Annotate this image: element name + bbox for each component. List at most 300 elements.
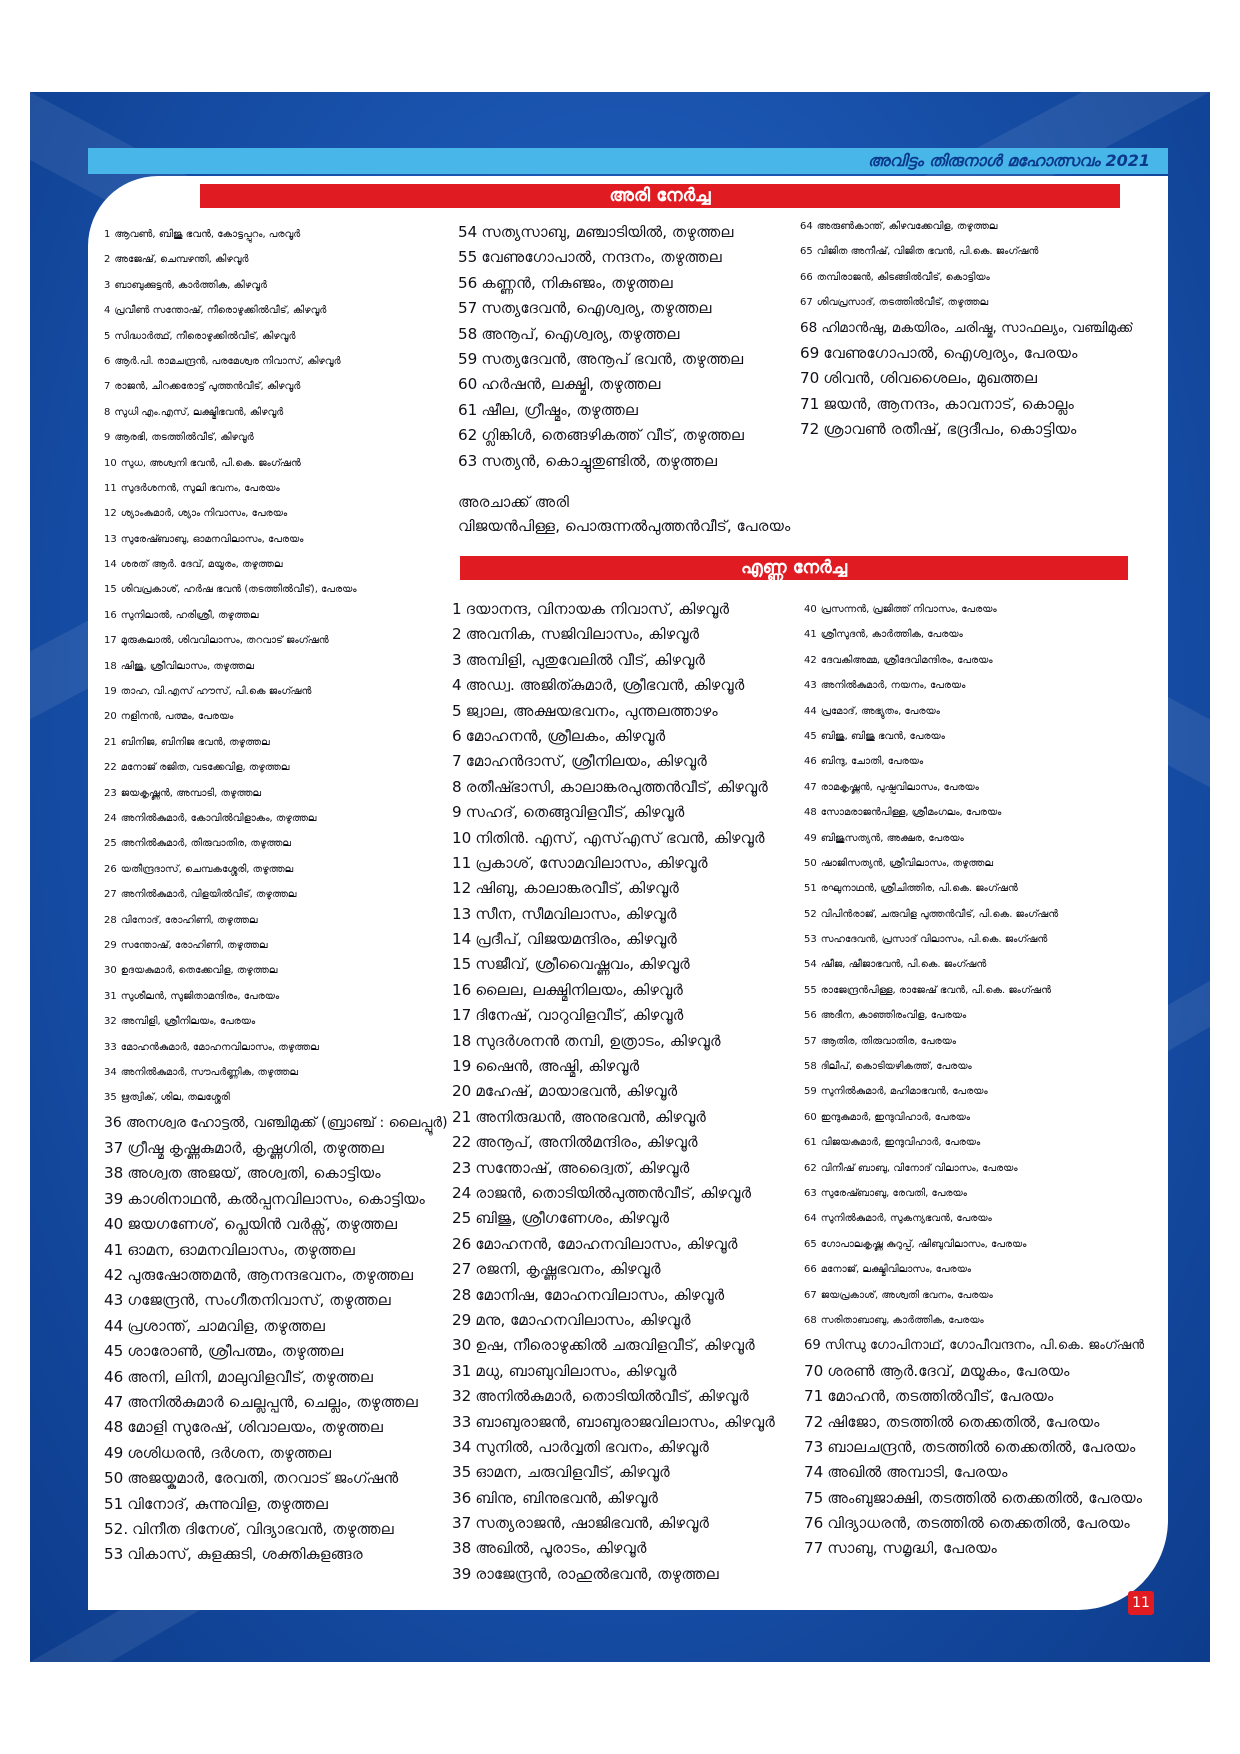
list-item [804,1029,1144,1054]
list-item [104,298,448,323]
list-item [104,400,448,425]
list-item-text: വിദ്യാധരൻ, തടത്തിൽ തെക്കതിൽ, പേരയം [827,1514,1130,1533]
list-item-text: സത്യദേവൻ, അനൂപ് ഭവൻ, തഴുത്തല [481,349,744,368]
list-item-text: മുരുകലാൽ, ശിവവിലാസം, തറവാട് ജംഗ്ഷൻ [120,635,329,647]
list-item-number: 43 [804,680,817,692]
list-item-text: അഡ്വ. അജിത്കുമാർ, ശ്രീഭവൻ, കിഴവൂർ [465,676,745,695]
list-item-number: 1 [452,600,462,618]
list-item-number: 67 [800,297,813,309]
list-item-number: 72 [800,420,820,439]
list-item-number: 27 [104,889,117,901]
list-item [104,527,448,552]
list-item-number: 70 [804,1361,824,1380]
list-item [804,952,1144,977]
list-item-text: ബാബുക്കുട്ടൻ, കാർത്തിക, കിഴവൂർ [114,279,268,291]
list-item-number: 22 [104,762,117,774]
list-item [104,958,448,983]
list-item-text: സഹദ്, തെങ്ങുവിളവീട്, കിഴവൂർ [465,803,685,822]
list-item [458,220,744,245]
list-item [452,699,775,724]
list-item [104,654,448,679]
list-item [804,1130,1144,1155]
list-item [104,1441,448,1466]
list-item-text: കാശിനാഥൻ, കൽപ്പനവിലാസം, കൊട്ടിയം [127,1189,425,1208]
list-item-number: 37 [452,1514,472,1533]
list-item [104,222,448,247]
list-item-text: രജനി, കൃഷ്ണഭവനം, കിഴവൂർ [475,1260,661,1279]
list-item [800,417,1133,442]
header-title: അവിട്ടം തിരുനാൾ മഹോത്സവം 2021 [867,151,1150,170]
list-item-number: 14 [452,930,472,949]
list-item [104,755,448,780]
list-item [104,1314,448,1339]
list-item-text: ആവൺ, ബിജു ഭവൻ, കോട്ടപ്പുറം, പരവൂർ [114,229,301,240]
list-item-number: 70 [800,369,820,388]
list-item [458,423,744,448]
list-item [104,324,448,349]
list-item-number: 11 [452,853,472,872]
list-item-text: അനൂപ്, അനിൽമന്ദിരം, കിഴവൂർ [475,1133,698,1152]
list-item-text: മോളി സുരേഷ്, ശിവാലയം, തഴുത്തല [127,1418,383,1437]
list-item [452,648,775,673]
list-item [104,1365,448,1390]
list-item-number: 29 [452,1310,472,1329]
list-item-text: മോനിഷ, മോഹനവിലാസം, കിഴവൂർ [475,1285,725,1304]
list-item-number: 63 [804,1187,817,1199]
list-item-number: 52 [804,908,817,920]
list-item-number: 24 [452,1183,472,1202]
list-item-text: ദേവകിഅമ്മ, ശ്രീദേവിമന്ദിരം, പേരയം [820,654,993,666]
list-item-number: 28 [104,914,117,926]
list-item-number: 58 [804,1061,817,1073]
list-item-number: 33 [104,1041,117,1053]
list-item-number: 36 [452,1488,472,1507]
list-item-number: 29 [104,939,117,951]
list-item-number: 27 [452,1260,472,1279]
list-item [452,1562,775,1587]
list-item-number: 25 [104,838,117,850]
list-item [804,1410,1144,1435]
list-item-number: 50 [804,857,817,869]
list-item [104,933,448,958]
list-item-text: മഹേഷ്, മായാഭവൻ, കിഴവൂർ [475,1082,678,1101]
list-item-text: തമ്പിരാജൻ, കിടങ്ങിൽവീട്, കൊട്ടിയം [816,271,990,283]
list-item-text: അനൂപ്, ഐശ്വര്യ, തഴുത്തല [481,324,680,343]
list-item-number: 31 [452,1361,472,1380]
list-item-text: ഷിബു, കാലാങ്കരവീട്, കിഴവൂർ [475,879,679,898]
list-item-text: പ്രശാന്ത്, ചാമവിള, തഴുത്തല [127,1316,325,1335]
list-item-text: ഓമന, ചരുവിളവീട്, കിഴവൂർ [475,1463,670,1482]
section-heading-ari: അരി നേർച്ച [200,184,1120,208]
list-item-text: ഹർഷൻ, ലക്ഷ്മി, തഴുത്തല [481,375,661,394]
list-item-text: മധു, ബാബുവിലാസം, കിഴവൂർ [475,1361,677,1380]
list-item-text: ശിവൻ, ശിവശൈലം, മുഖത്തല [823,369,1038,388]
misc-title: അരചാക്ക് അരി [458,493,569,511]
list-item [458,245,744,270]
list-item-number: 23 [104,787,117,799]
list-item [452,876,775,901]
list-item [452,1384,775,1409]
list-item-number: 45 [104,1342,124,1361]
list-item-number: 32 [104,1016,117,1028]
list-item-text: ഗോപാലകൃഷ്ണ കുറുപ്പ്, ഷിബുവിലാസം, പേരയം [820,1238,1027,1250]
enna-column-2 [804,597,1144,1562]
list-item-text: ആതിര, തിരുവാതിര, പേരയം [820,1035,957,1047]
list-item-number: 8 [452,777,462,796]
list-item-number: 42 [804,654,817,666]
list-item-text: ഇന്ദുകുമാർ, ഇന്ദുവിഹാർ, പേരയം [820,1111,971,1123]
list-item-text: സജീവ്, ശ്രീവൈഷ്ണവം, കിഴവൂർ [475,955,690,974]
list-item-number: 50 [104,1469,124,1488]
list-item-number: 20 [452,1082,472,1101]
list-item-text: ഗ്ലിങ്കിൾ, തെങ്ങഴികത്ത് വീട്, തഴുത്തല [481,426,744,445]
list-item [804,1511,1144,1536]
list-item-number: 72 [804,1412,824,1431]
list-item-number: 14 [104,559,117,571]
list-item [104,1085,448,1110]
list-item-number: 69 [800,343,820,362]
list-item-text: ബിനിജ, ബിനിജ ഭവൻ, തഴുത്തല [120,736,270,748]
list-item [104,501,448,526]
list-item-text: സിദ്ധാർത്ഥ്, നീരൊഴുക്കിൽവീട്, കിഴവൂർ [114,330,296,342]
list-item-number: 12 [104,508,117,520]
list-item-number: 44 [804,705,817,717]
list-item [452,1308,775,1333]
list-item-number: 12 [452,879,472,898]
list-item-text: പ്രദീപ്, വിജയമന്ദിരം, കിഴവൂർ [475,930,677,949]
list-item-number: 34 [104,1066,117,1078]
list-item [452,826,775,851]
list-item [804,1257,1144,1282]
list-item [104,628,448,653]
list-item-text: മോഹൻദാസ്, ശ്രീനിലയം, കിഴവൂർ [465,752,707,771]
list-item [804,1003,1144,1028]
list-item-text: സുനിൽകുമാർ, സുകന്യഭവൻ, പേരയം [820,1213,992,1225]
list-item [458,398,744,423]
list-item-number: 68 [800,319,818,336]
list-item-text: ദിലീപ്, കൊടിയഴികത്ത്, പേരയം [820,1061,972,1073]
list-item [452,851,775,876]
list-item-text: വിനീത ദിനേശ്, വിദ്യാഭവൻ, തഴുത്തല [132,1519,394,1538]
list-item-number: 54 [804,959,817,971]
list-item-number: 49 [804,832,817,844]
list-item [452,749,775,774]
list-item-text: ബാലചന്ദ്രൻ, തടത്തിൽ തെക്കതിൽ, പേരയം [827,1437,1136,1456]
list-item [452,1460,775,1485]
list-item-number: 31 [104,990,117,1002]
list-item-number: 19 [452,1057,472,1076]
list-item-text: ദയാനന്ദ, വിനായക നിവാസ്, കിഴവൂർ [465,600,730,618]
list-item-number: 13 [104,533,117,545]
list-item-number: 53 [804,934,817,946]
list-item [104,1238,448,1263]
list-item-number: 26 [104,863,117,875]
list-item-number: 40 [104,1215,124,1234]
list-item-text: ലൈല, ലക്ഷ്മിനിലയം, കിഴവൂർ [475,980,683,999]
list-item-text: സോമരാജൻപിള്ള, ശ്രീമംഗലം, പേരയം [820,807,1002,819]
list-item-number: 16 [452,980,472,999]
list-item-number: 4 [104,305,111,317]
list-item-number: 21 [452,1107,472,1126]
list-item-text: പുരുഷോത്തമൻ, ആനന്ദഭവനം, തഴുത്തല [127,1266,414,1285]
list-item-text: ശിവപ്രകാശ്, ഹർഷ ഭവൻ (തടത്തിൽവീട്), പേരയം [120,584,357,596]
list-item [804,775,1144,800]
list-item-text: അദീന, കാഞ്ഞിരംവിള, പേരയം [820,1010,967,1022]
list-item-number: 64 [804,1213,817,1225]
list-item-number: 62 [804,1162,817,1174]
list-item-number: 37 [104,1139,124,1158]
list-item [452,1435,775,1460]
list-item [104,781,448,806]
list-item-text: ബിനു, ബിനുഭവൻ, കിഴവൂർ [475,1488,659,1507]
list-item-text: സുദർശനൻ തമ്പി, ഉത്രാടം, കിഴവൂർ [475,1031,721,1050]
list-item-text: അവനിക, സജിവിലാസം, കിഴവൂർ [465,625,700,644]
list-item-text: ഉഷ, നീരൊഴുക്കിൽ ചരുവിളവീട്, കിഴവൂർ [475,1336,755,1355]
list-item [452,1486,775,1511]
list-item-text: ശ്യാംകുമാർ, ശ്യാം നിവാസം, പേരയം [120,508,288,520]
list-item-number: 59 [804,1086,817,1098]
list-item [804,1054,1144,1079]
list-item [104,704,448,729]
list-item [104,1060,448,1085]
list-item [104,1035,448,1060]
list-item-text: സന്തോഷ്, അദ്വൈത്, കിഴവൂർ [475,1158,690,1177]
list-item-text: അനിൽകുമാർ, നയനം, പേരയം [820,680,966,692]
list-item-number: 76 [804,1514,824,1533]
list-item-text: മോഹനൻ, ശ്രീലകം, കിഴവൂർ [465,726,666,745]
list-item-number: 38 [452,1539,472,1558]
list-item-number: 47 [104,1392,124,1411]
list-item [804,902,1144,927]
list-item-number: 75 [804,1488,824,1507]
list-item-number: 10 [452,828,472,847]
list-item-number: 58 [458,324,478,343]
list-item-text: ഷൈൻ, അഷ്മി, കിഴവൂർ [475,1057,640,1076]
list-item [104,806,448,831]
list-item [104,1466,448,1491]
list-item-number: 55 [458,248,478,267]
list-item-text: രാമകൃഷ്ണൻ, പുഷ്പവിലാസം, പേരയം [820,781,979,793]
ari-column-1 [104,222,448,1568]
list-item-number: 11 [104,482,117,494]
enna-column-1 [452,597,775,1587]
list-item [452,1105,775,1130]
list-item [458,322,744,347]
list-item-number: 13 [452,904,472,923]
list-item-number: 61 [458,400,478,419]
list-item-text: വേണുഗോപാൽ, നന്ദനം, തഴുത്തല [481,248,722,267]
list-item-text: വികാസ്, കുളക്കുടി, ശക്തികുളങ്ങര [127,1545,363,1564]
list-item [104,476,448,501]
list-item-text: ശാരോൺ, ശ്രീപത്മം, തഴുത്തല [127,1342,344,1361]
list-item-text: രാജേന്ദ്രൻപിള്ള, രാജേഷ് ഭവൻ, പി.കെ. ജംഗ്ഷൻ [820,984,1052,996]
list-item-text: വിനോദ്, കുന്നുവിള, തഴുത്തല [127,1494,328,1513]
list-item-text: ഷിജോ, തടത്തിൽ തെക്കതിൽ, പേരയം [827,1412,1100,1431]
list-item-number: 40 [804,604,817,615]
list-item-number: 8 [104,406,111,418]
list-item-number: 51 [104,1494,124,1513]
list-item-text: ദിനേഷ്, വാറുവിളവീട്, കിഴവൂർ [475,1006,684,1025]
list-item [104,247,448,272]
list-item [452,1232,775,1257]
list-item-text: വിജിത അനീഷ്, വിജിത ഭവൻ, പി.കെ. ജംഗ്ഷൻ [816,246,1039,258]
list-item-text: ഷീല, ഗ്രീഷ്മം, തഴുത്തല [481,400,638,419]
list-item [804,699,1144,724]
list-item-text: രതീഷ്ഭാസി, കാലാങ്കരപുത്തൻവീട്, കിഴവൂർ [465,777,768,796]
list-item-number: 9 [452,803,462,822]
list-item-number: 17 [104,635,117,647]
list-item-text: ശിവപ്രസാദ്, തടത്തിൽവീട്, തഴുത്തല [816,297,989,309]
list-item-text: അജയ്കുമാർ, രേവതി, തറവാട് ജംഗ്ഷൻ [127,1469,399,1488]
list-item-text: സുനിലാൽ, ഹരിശ്രീ, തഴുത്തല [120,609,259,621]
list-item-number: 30 [104,965,117,977]
list-item-number: 52. [104,1519,129,1538]
list-item-number: 54 [458,223,478,241]
list-item-number: 39 [104,1189,124,1208]
list-item [104,1492,448,1517]
list-item [104,1288,448,1313]
list-item [804,1486,1144,1511]
list-item [452,1181,775,1206]
list-item [104,1263,448,1288]
list-item-number: 51 [804,883,817,895]
list-item [804,978,1144,1003]
list-item-number: 1 [104,229,111,240]
list-item-text: സുനിൽകുമാർ, മഹിമാഭവൻ, പേരയം [820,1086,988,1098]
list-item-number: 10 [104,457,117,469]
list-item-text: രഘുനാഥൻ, ശ്രീചിത്തിര, പി.കെ. ജംഗ്ഷൻ [820,883,1018,895]
header-bar [88,148,1168,174]
ari-column-2 [458,220,744,474]
list-item-number: 61 [804,1137,817,1149]
list-item-text: അരുൺകാന്ത്, കിഴവക്കേവിള, തഴുത്തല [816,221,998,232]
list-item-text: ബിജു, ശ്രീഗണേശം, കിഴവൂർ [475,1209,670,1228]
list-item [104,1212,448,1237]
list-item-text: അംബുജാക്ഷി, തടത്തിൽ തെക്കതിൽ, പേരയം [827,1488,1143,1507]
list-item-number: 39 [452,1564,472,1583]
list-item-text: ഋത്വിക്, ശില, തലശ്ശേരി [120,1092,230,1104]
list-item-number: 33 [452,1412,472,1431]
list-item-text: ശരത് ആർ. ദേവ്, മയൂരം, തഴുത്തല [120,559,283,571]
list-item-text: മോഹൻകുമാർ, മോഹനവിലാസം, തഴുത്തല [120,1041,319,1053]
list-item-number: 71 [800,394,820,413]
list-item-text: പ്രവീൺ സന്തോഷ്, നീരൊഴുക്കിൽവീട്, കിഴവൂർ [114,305,327,317]
list-item [800,392,1133,417]
list-item [452,1333,775,1358]
list-item-text: ബിന്ദു, ചോതി, പേരയം [820,756,924,768]
list-item-number: 71 [804,1387,824,1406]
list-item-number: 73 [804,1437,824,1456]
list-item-number: 46 [804,756,817,768]
list-item-number: 60 [458,375,478,394]
list-item [452,1130,775,1155]
list-item-text: അനി, ലിനി, മാലുവിളവീട്, തഴുത്തല [127,1367,374,1386]
list-item-text: വേണുഗോപാൽ, ഐശ്വര്യം, പേരയം [823,343,1078,362]
list-item [804,876,1144,901]
list-item-text: പ്രമോദ്, അഭ്യുതം, പേരയം [820,705,940,717]
list-item-number: 22 [452,1133,472,1152]
list-item [804,597,1144,622]
list-item-text: അനിൽകുമാർ, വിളയിൽവീട്, തഴുത്തല [120,889,297,901]
list-item-text: ഷീജ, ഷീജാഭവൻ, പി.കെ. ജംഗ്ഷൻ [820,959,987,971]
list-item [104,857,448,882]
list-item-number: 57 [804,1035,817,1047]
list-item-text: സുശീലൻ, സുജിതാമന്ദിരം, പേരയം [120,990,280,1002]
list-item [104,374,448,399]
list-item [452,952,775,977]
list-item [452,673,775,698]
page-number: 11 [1128,1591,1154,1615]
list-item [458,296,744,321]
list-item-number: 5 [104,330,111,342]
list-item-text: ഗ്രീഷ്മ കൃഷ്ണകുമാർ, കൃഷ്ണഗിരി, തഴുത്തല [127,1139,384,1158]
list-item-text: ആർ.പി. രാമചന്ദ്രൻ, പരമേശ്വര നിവാസ്, കിഴവൂർ [114,355,341,367]
list-item [104,908,448,933]
list-item-number: 65 [804,1238,817,1250]
list-item [804,1105,1144,1130]
list-item-text: ജയൻ, ആനന്ദം, കാവനാട്, കൊല്ലം [823,394,1074,413]
list-item [804,927,1144,952]
list-item-text: സുധ, അശ്വനി ഭവൻ, പി.കെ. ജംഗ്ഷൻ [120,457,301,469]
list-item-number: 5 [452,701,462,720]
list-item [800,239,1133,264]
list-item-text: വിപിൻരാജ്, ചരുവിള പുത്തൻവീട്, പി.കെ. ജംഗ്ഷൻ [820,908,1059,920]
list-item [452,927,775,952]
list-item-number: 15 [452,955,472,974]
list-item-number: 2 [452,625,462,644]
list-item-number: 67 [804,1289,817,1301]
list-item-number: 60 [804,1111,817,1123]
list-item-text: പ്രകാശ്, സോമവിലാസം, കിഴവൂർ [475,853,708,872]
list-item-text: താഹ, വി.എസ് ഹൗസ്, പി.കെ ജംഗ്ഷൻ [120,686,312,698]
list-item-number: 56 [804,1010,817,1022]
list-item [104,1136,448,1161]
list-item-text: നിതിൻ. എസ്, എസ്എസ് ഭവൻ, കിഴവൂർ [475,828,765,847]
list-item [104,679,448,704]
list-item [804,648,1144,673]
list-item-text: അമ്പിളി, ശ്രീനിലയം, പേരയം [120,1016,256,1028]
list-item-number: 65 [800,246,813,258]
list-item [452,1283,775,1308]
list-item-text: അശ്വത അജയ്, അശ്വതി, കൊട്ടിയം [127,1164,381,1183]
list-item [804,1079,1144,1104]
list-item [804,1206,1144,1231]
list-item-text: അമ്പിളി, പുതുവേലിൽ വീട്, കിഴവൂർ [465,650,706,669]
list-item-text: സുരേഷ്ബാബു, ഓമനവിലാസം, പേരയം [120,533,304,545]
list-item-text: അനിരുദ്ധൻ, അനുഭവൻ, കിഴവൂർ [475,1107,706,1126]
list-item-text: ശശിധരൻ, ദർശന, തഴുത്തല [127,1443,332,1462]
list-item-text: ജയപ്രകാശ്, അശ്വതി ഭവനം, പേരയം [820,1289,993,1301]
list-item-number: 16 [104,609,117,621]
list-item-text: ശ്രീസുദൻ, കാർത്തിക, പേരയം [820,629,963,641]
list-item-text: ഷാജിസത്യൻ, ശ്രീവിലാസം, തഴുത്തല [820,857,993,869]
section-heading-enna: എണ്ണ നേർച്ച [460,556,1128,580]
list-item-text: അനിൽകുമാർ, കോവിൽവിളാകം, തഴുത്തല [120,812,317,824]
list-item-text: കണ്ണൻ, നികുഞ്ജം, തഴുത്തല [481,273,673,292]
list-item [800,341,1133,366]
list-item [452,1156,775,1181]
list-item-number: 68 [804,1314,817,1326]
list-item-number: 49 [104,1443,124,1462]
list-item-number: 47 [804,781,817,793]
list-item-text: സരിതാബാബു, കാർത്തിക, പേരയം [820,1314,984,1326]
list-item-number: 38 [104,1164,124,1183]
list-item-text: മോഹൻ, തടത്തിൽവീട്, പേരയം [827,1387,1054,1406]
list-item [804,800,1144,825]
list-item-text: പ്രസന്നൻ, പ്രജിത്ത് നിവാസം, പേരയം [820,604,997,615]
list-item-number: 53 [104,1545,124,1564]
list-item-number: 6 [452,726,462,745]
